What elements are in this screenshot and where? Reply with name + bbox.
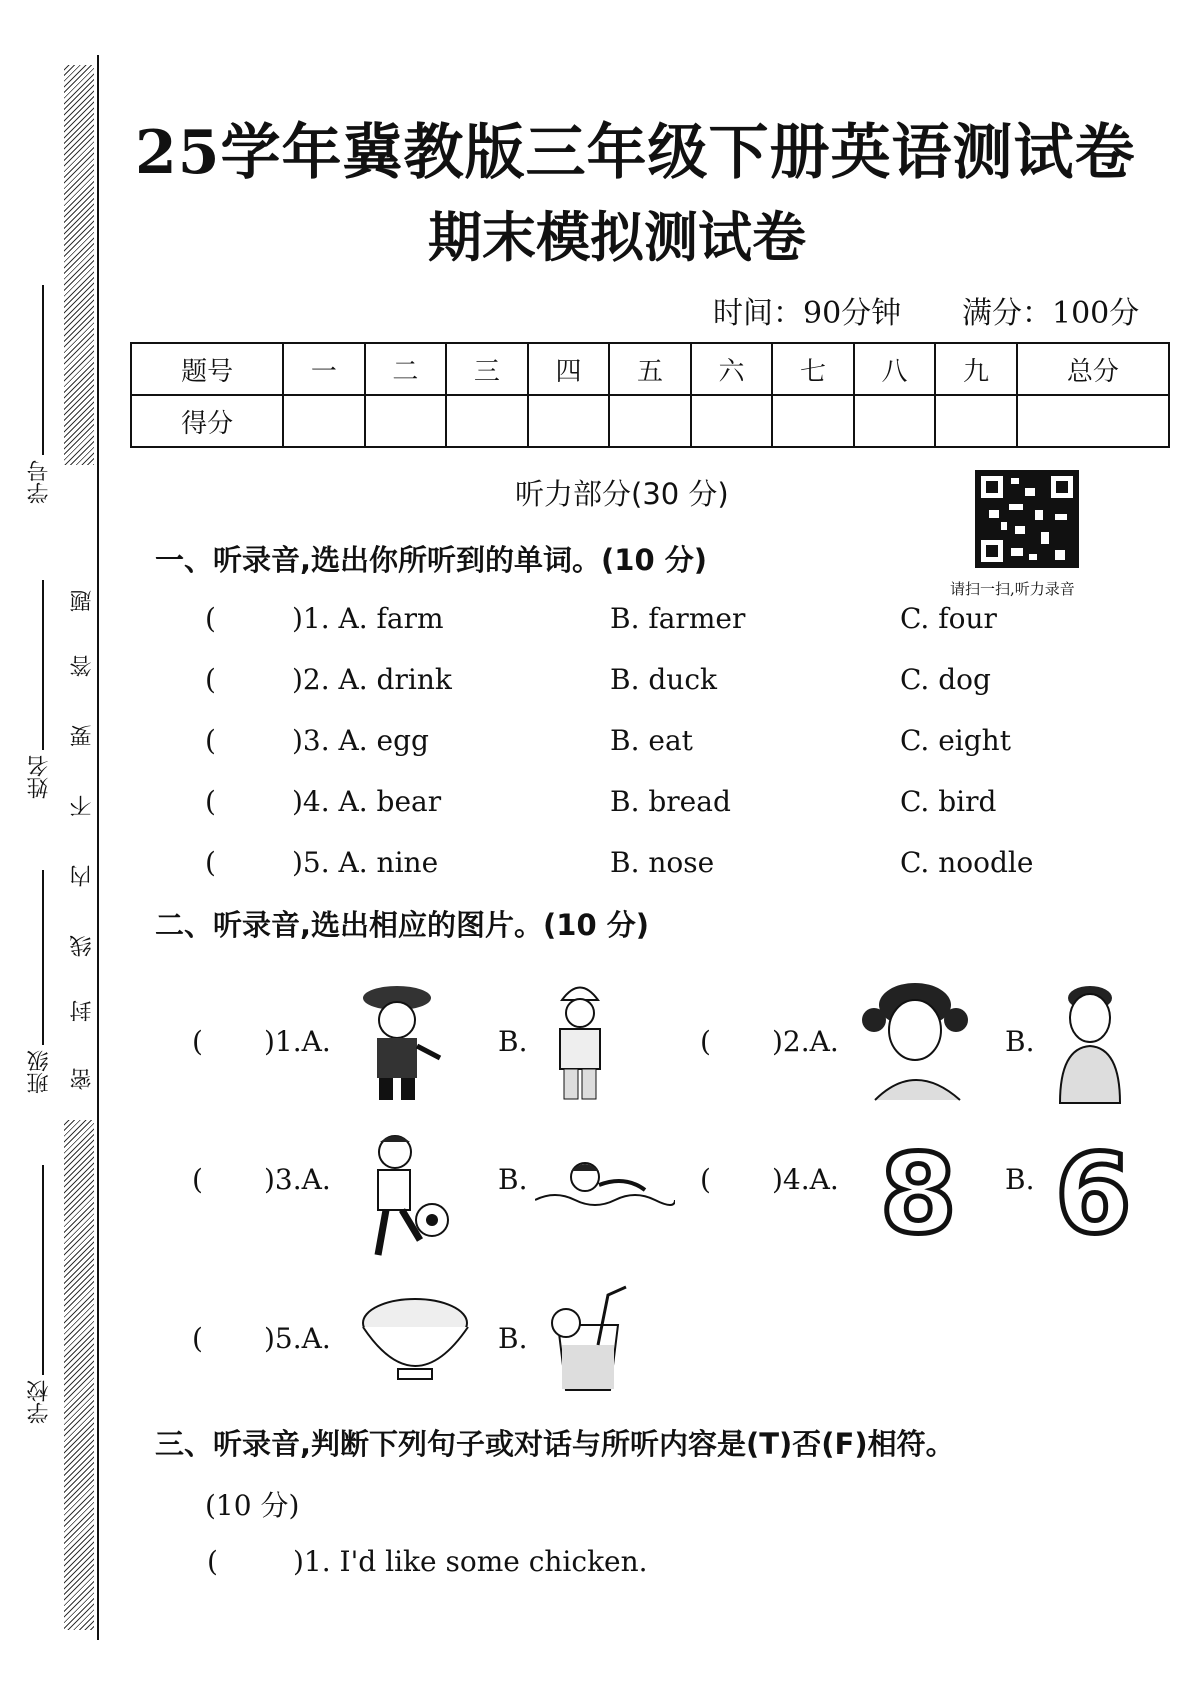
page-subtitle: 期末模拟测试卷 bbox=[428, 205, 806, 269]
seal-char: 答 bbox=[70, 655, 95, 677]
answer-paren[interactable]: ( bbox=[205, 846, 216, 879]
picture-option-b: B. bbox=[1005, 1025, 1035, 1058]
score-cell[interactable] bbox=[446, 395, 528, 447]
boy-playing-football-picture bbox=[350, 1130, 455, 1265]
score-cell[interactable] bbox=[854, 395, 936, 447]
option-a: )3. A. egg bbox=[292, 724, 429, 757]
table-row-label: 得分 bbox=[131, 395, 283, 447]
table-header-cell: 题号 bbox=[131, 343, 283, 395]
answer-paren[interactable]: ( bbox=[192, 1163, 203, 1196]
option-a: )2. A. drink bbox=[292, 663, 452, 696]
option-a: )5. A. nine bbox=[292, 846, 439, 879]
option-c: C. eight bbox=[900, 724, 1011, 757]
table-header-cell: 五 bbox=[609, 343, 691, 395]
girl-sore-throat-picture bbox=[860, 975, 970, 1105]
section3-title: 三、听录音,判断下列句子或对话与所听内容是(T)否(F)相符。 bbox=[155, 1427, 955, 1461]
option-b: B. duck bbox=[610, 663, 717, 696]
listening-title: 听力部分(30 分) bbox=[515, 477, 729, 511]
label-name: 姓名 bbox=[27, 755, 52, 799]
picture-option-b: B. bbox=[498, 1163, 528, 1196]
answer-paren[interactable]: ( bbox=[192, 1322, 203, 1355]
seal-char: 封 bbox=[70, 1000, 95, 1022]
label-student-id: 学号 bbox=[27, 460, 52, 504]
option-c: C. bird bbox=[900, 785, 997, 818]
qr-caption: 请扫一扫,听力录音 bbox=[950, 580, 1075, 598]
table-header-cell: 九 bbox=[935, 343, 1017, 395]
boy-swimming-picture bbox=[535, 1155, 675, 1215]
option-b: B. eat bbox=[610, 724, 693, 757]
police-officer-picture bbox=[355, 978, 445, 1103]
underline bbox=[42, 870, 44, 1045]
qr-code-icon bbox=[975, 470, 1079, 568]
score-cell[interactable] bbox=[772, 395, 854, 447]
hatch-top bbox=[64, 65, 94, 465]
option-c: C. dog bbox=[900, 663, 991, 696]
score-cell[interactable] bbox=[691, 395, 773, 447]
score-table bbox=[130, 342, 1170, 448]
answer-paren[interactable]: ( bbox=[192, 1025, 203, 1058]
table-header-cell: 七 bbox=[772, 343, 854, 395]
table-header-cell: 四 bbox=[528, 343, 610, 395]
exam-time: 时间：90分钟 bbox=[713, 296, 902, 331]
label-class: 班级 bbox=[27, 1050, 52, 1094]
seal-char: 内 bbox=[70, 865, 95, 887]
number-eight-picture: 8 bbox=[880, 1130, 957, 1258]
binding-line bbox=[97, 55, 99, 1640]
table-header-cell: 三 bbox=[446, 343, 528, 395]
option-b: B. nose bbox=[610, 846, 715, 879]
hatch-bottom bbox=[64, 1120, 94, 1630]
section3-score: (10 分) bbox=[205, 1489, 300, 1522]
answer-paren[interactable]: ( bbox=[205, 785, 216, 818]
worker-picture bbox=[540, 975, 620, 1110]
table-header-cell: 一 bbox=[283, 343, 365, 395]
answer-paren[interactable]: ( bbox=[205, 602, 216, 635]
picture-option-a: )4.A. bbox=[772, 1163, 839, 1196]
table-header-cell: 总分 bbox=[1017, 343, 1169, 395]
answer-paren[interactable]: ( bbox=[700, 1163, 711, 1196]
picture-option-a: )1.A. bbox=[264, 1025, 331, 1058]
seal-char: 密 bbox=[70, 1068, 95, 1090]
section2-title: 二、听录音,选出相应的图片。(10 分) bbox=[155, 908, 649, 942]
page-title: 25学年冀教版三年级下册英语测试卷 bbox=[135, 118, 1136, 188]
juice-glass-picture bbox=[548, 1285, 633, 1395]
rice-bowl-picture bbox=[358, 1295, 473, 1385]
option-a: )1. A. farm bbox=[292, 602, 444, 635]
answer-paren[interactable]: ( bbox=[205, 663, 216, 696]
picture-option-b: B. bbox=[498, 1322, 528, 1355]
score-cell[interactable] bbox=[528, 395, 610, 447]
seal-char: 题 bbox=[70, 590, 95, 612]
answer-paren[interactable]: ( bbox=[700, 1025, 711, 1058]
score-cell[interactable] bbox=[283, 395, 365, 447]
table-header-cell: 八 bbox=[854, 343, 936, 395]
label-school: 学校 bbox=[27, 1380, 52, 1424]
s3-item: )1. I'd like some chicken. bbox=[293, 1545, 648, 1578]
table-header-cell: 二 bbox=[365, 343, 447, 395]
picture-option-b: B. bbox=[1005, 1163, 1035, 1196]
underline bbox=[42, 285, 44, 455]
seal-char: 线 bbox=[70, 935, 95, 957]
option-a: )4. A. bear bbox=[292, 785, 442, 818]
section1-title: 一、听录音,选出你所听到的单词。(10 分) bbox=[155, 543, 707, 577]
full-score: 满分：100分 bbox=[962, 296, 1140, 331]
score-cell[interactable] bbox=[935, 395, 1017, 447]
seal-char: 要 bbox=[70, 725, 95, 747]
answer-paren[interactable]: ( bbox=[205, 724, 216, 757]
option-b: B. farmer bbox=[610, 602, 746, 635]
boy-sad-picture bbox=[1050, 978, 1130, 1108]
score-cell[interactable] bbox=[365, 395, 447, 447]
picture-option-b: B. bbox=[498, 1025, 528, 1058]
score-cell[interactable] bbox=[1017, 395, 1169, 447]
underline bbox=[42, 580, 44, 750]
seal-char: 不 bbox=[70, 795, 95, 817]
option-c: C. four bbox=[900, 602, 997, 635]
picture-option-a: )3.A. bbox=[264, 1163, 331, 1196]
picture-option-a: )2.A. bbox=[772, 1025, 839, 1058]
score-cell[interactable] bbox=[609, 395, 691, 447]
option-c: C. noodle bbox=[900, 846, 1034, 879]
option-b: B. bread bbox=[610, 785, 731, 818]
number-six-picture: 6 bbox=[1055, 1130, 1132, 1258]
underline bbox=[42, 1165, 44, 1375]
picture-option-a: )5.A. bbox=[264, 1322, 331, 1355]
answer-paren[interactable]: ( bbox=[207, 1545, 218, 1578]
table-header-cell: 六 bbox=[691, 343, 773, 395]
